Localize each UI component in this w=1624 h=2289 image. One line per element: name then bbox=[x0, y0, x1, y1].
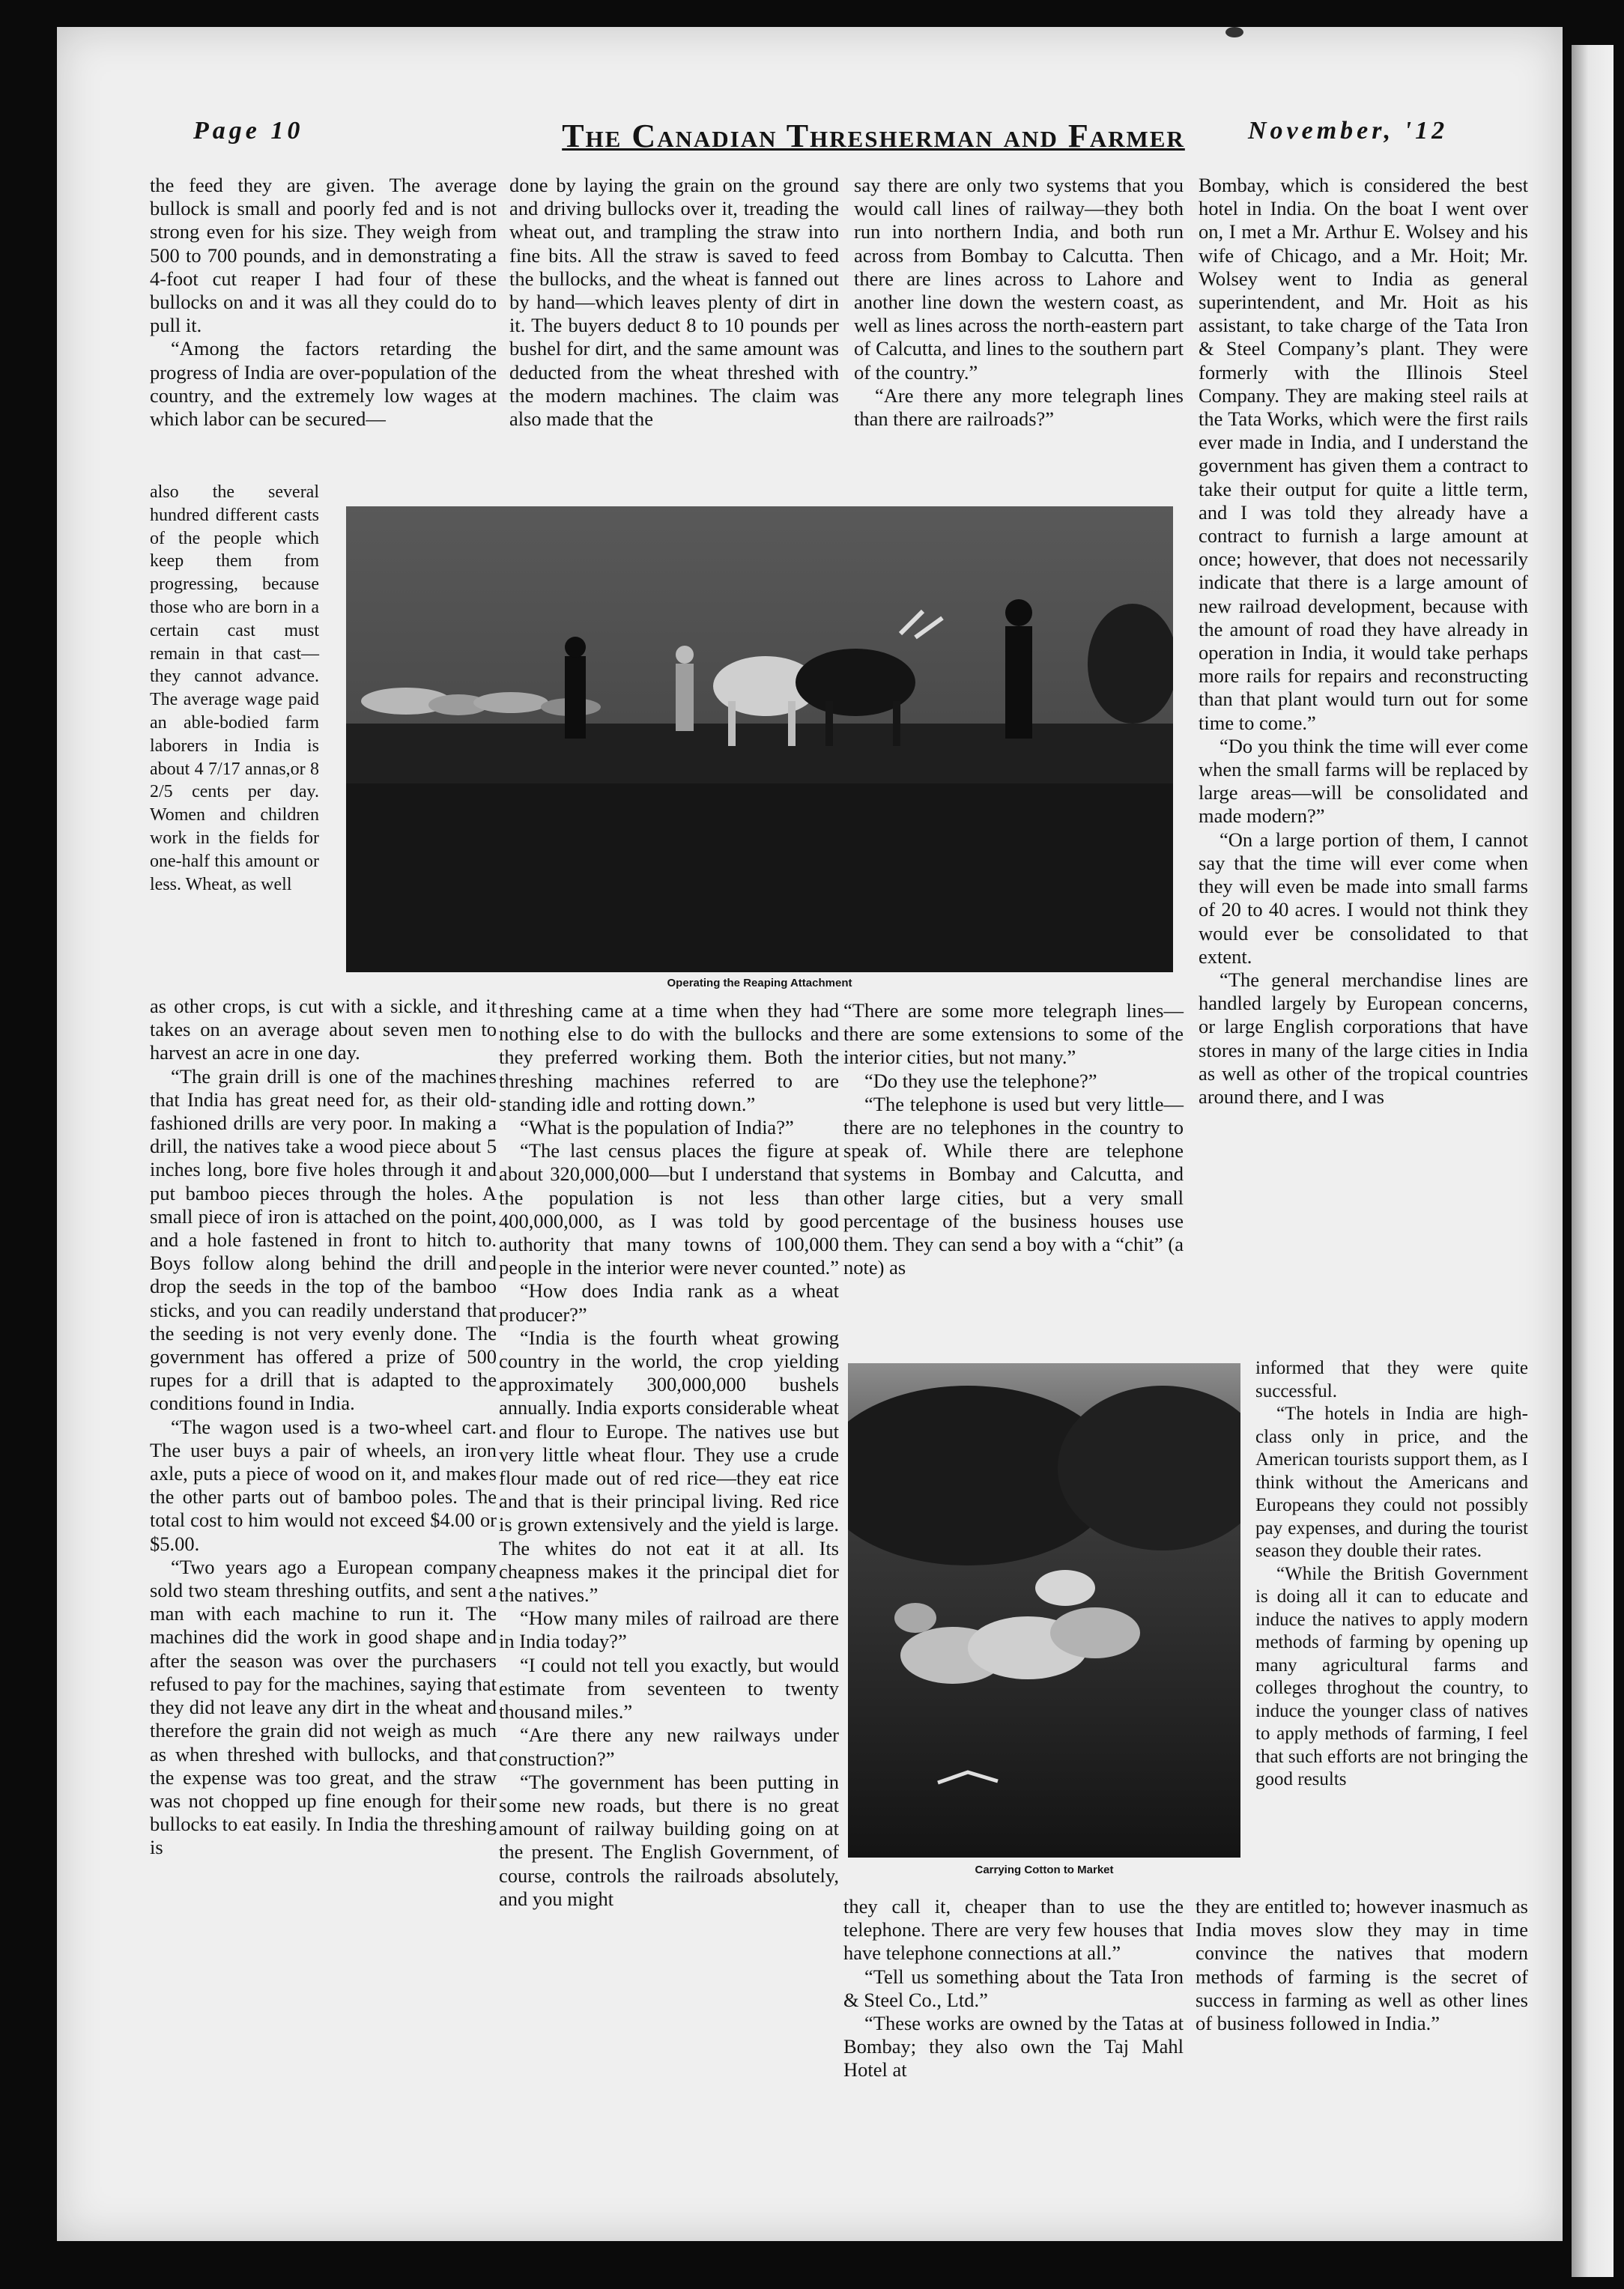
paragraph: “The wagon used is a two-wheel cart. The user buys a pair of wheels, an iron axle, puts a piece of wood on it, and makes the other parts out of bamboo poles. The total cost to him would not exceed $4.00 or $5.00. bbox=[150, 1415, 497, 1555]
paragraph: “Do you think the time will ever come when the small farms will be replaced by large areas—will be consolidated and made modern?” bbox=[1199, 734, 1528, 828]
issue-date: November, '12 bbox=[1248, 117, 1449, 145]
column-2-bottom bbox=[499, 999, 839, 1911]
paper-speck bbox=[1225, 27, 1243, 37]
cotton-photo-caption: Carrying Cotton to Market bbox=[975, 1864, 1114, 1876]
paragraph: “There are some more telegraph lines—there are some extensions to some of the interior cities, but not many.” bbox=[843, 999, 1184, 1069]
column-2-top bbox=[509, 174, 839, 431]
reaping-photo-image bbox=[346, 506, 1173, 972]
paragraph: threshing came at a time when they had nothing else to do with the bullocks and they preferred working them. Both the threshing machines referred to are standing idle and rotting down.” bbox=[499, 999, 839, 1115]
paragraph: “I could not tell you exactly, but would estimate from seventeen to twenty thousand miles.” bbox=[499, 1653, 839, 1723]
paragraph: “Are there any new railways under construction?” bbox=[499, 1723, 839, 1770]
column-3-top bbox=[854, 174, 1184, 431]
paragraph: “How does India rank as a wheat producer?” bbox=[499, 1279, 839, 1326]
paragraph: the feed they are given. The average bullock is small and poorly fed and is not strong even for his size. They weigh from 500 to 700 pounds, and in demonstrating a 4-foot cut reaper I had four of these bullocks on and it was all they could do to pull it. bbox=[150, 174, 497, 337]
column-4-top bbox=[1199, 174, 1528, 1109]
paragraph: as other crops, is cut with a sickle, and it takes on an average about seven men to harvest an acre in one day. bbox=[150, 995, 497, 1064]
paragraph: “India is the fourth wheat growing country in the world, the crop yielding approximately 300,000,000 bushels annually. India exports considerable wheat and flour to Europe. The natives use but very little wheat flour. They use a crude flour made out of red rice—they eat rice and that is their principal living. Red rice is grown extensively and the yield is large. The whites do not eat it at all. Its cheapness makes it the principal diet for the natives.” bbox=[499, 1326, 839, 1607]
paragraph: “The telephone is used but very little—there are no telephones in the country to speak of. While there are telephone systems in Bombay and Calcutta, and other large cities, but a very small percentage of the business houses use them. They can send a boy with a “chit” (a note) as bbox=[843, 1092, 1184, 1279]
adjacent-page-edge bbox=[1572, 45, 1614, 2277]
page-number: Page 10 bbox=[193, 117, 304, 145]
column-4-bottom bbox=[1196, 1895, 1528, 2035]
paragraph: “While the British Government is doing all it can to educate and induce the natives to apply modern methods of farming by opening up many agricultural farms and colleges throghout the country, to induce the younger class of natives to apply methods of farming, I feel that such efforts are not bringing the good results bbox=[1255, 1563, 1528, 1789]
paragraph: “The grain drill is one of the machines that India has great need for, as their old-fashioned drills are very poor. In making a drill, the natives take a wood piece about 5 inches long, bore five holes through it and put bamboo pieces through the holes. A small piece of iron is attached on the point, and a hole fastened in front to hitch to. Boys follow along behind the drill and drop the seeds in the top of the bamboo sticks, and you can readily understand that the seeding is not very evenly done. The government has offered a prize of 500 rupes for a drill that is adapted to the conditions found in India. bbox=[150, 1064, 497, 1415]
paragraph: they are entitled to; however inasmuch as India moves slow they may in time convince the natives that modern methods of farming is the secret of success in farming as well as other lines of business followed in India.” bbox=[1196, 1895, 1528, 2035]
paragraph: “The government has been putting in some new roads, but there is no great amount of railway building going on at the present. The English Government, of course, controls the railroads absolutely, and you might bbox=[499, 1770, 839, 1910]
newspaper-page bbox=[57, 27, 1563, 2241]
paragraph: also the several hundred different casts of the people which keep them from progressing, because those who are born in a certain cast must remain in that cast—they cannot advance. The average wage paid an able-bodied farm laborers in India is about 4 7/17 annas,or 8 2/5 cents per day. Women and children work in the fields for one-half this amount or less. Wheat, as well bbox=[150, 482, 319, 894]
reaping-photo bbox=[346, 506, 1173, 972]
paragraph: “Among the factors retarding the progress of India are over-population of the country, and the extremely low wages at which labor can be secured— bbox=[150, 337, 497, 431]
column-1-bottom bbox=[150, 995, 497, 1860]
column-3-bottom bbox=[843, 1895, 1184, 2082]
column-1-wrap bbox=[150, 481, 319, 896]
cotton-photo-image bbox=[848, 1363, 1240, 1858]
paragraph: “Do they use the telephone?” bbox=[864, 1069, 1097, 1092]
paragraph: “These works are owned by the Tatas at Bombay; they also own the Taj Mahl Hotel at bbox=[843, 2012, 1184, 2082]
paragraph: informed that they were quite successful. bbox=[1255, 1358, 1528, 1401]
cotton-photo bbox=[848, 1363, 1240, 1858]
paragraph: “The general merchandise lines are handled largely by European concerns, or large English corporations that have stores in many of the large cities in India as well as other of the tropical countries around there, and I was bbox=[1199, 968, 1528, 1108]
paragraph: they call it, cheaper than to use the telephone. There are very few houses that have telephone connections at all.” bbox=[843, 1895, 1184, 1965]
paragraph: done by laying the grain on the ground and driving bullocks over it, treading the wheat out, and trampling the straw into fine bits. All the straw is saved to feed the bullocks, and the wheat is fanned out by hand—which leaves plenty of dirt in it. The buyers deduct 8 to 10 pounds per bushel for dirt, and the same amount was deducted from the wheat threshed with the modern machines. The claim was also made that the bbox=[509, 174, 839, 431]
paragraph: “What is the population of India?” bbox=[520, 1116, 794, 1139]
reaping-photo-caption: Operating the Reaping Attachment bbox=[667, 977, 852, 989]
paragraph: “How many miles of railroad are there in India today?” bbox=[499, 1607, 839, 1653]
publication-title: The Canadian Thresherman and Farmer bbox=[562, 118, 1185, 154]
paragraph: “Two years ago a European company sold two steam threshing outfits, and sent a man with each machine to run it. The machines did the work in good shape and after the season was over the purchasers refused to pay for the machines, saying that they did not leave any dirt in the wheat and therefore the grain did not weigh as much as when threshed with bullocks, and that the expense was too great, and the straw was not chopped up fine enough for their bullocks to eat easily. In India the threshing is bbox=[150, 1555, 497, 1859]
paragraph: “The hotels in India are high-class only in price, and the American tourists support them, as I think without the Americans and Europeans they could not possibly pay expenses, and during the tourist season they double their rates. bbox=[1255, 1404, 1528, 1561]
paragraph: say there are only two systems that you would call lines of railway—they both run into northern India, and both run across from Bombay to Calcutta. Then there are lines across to Lahore and another line down the western coast, as well as lines across the north-eastern part of Calcutta, and lines to the southern part of the country.” bbox=[854, 174, 1184, 383]
paragraph: “Tell us something about the Tata Iron & Steel Co., Ltd.” bbox=[843, 1965, 1184, 2011]
paragraph: “The last census places the figure at about 320,000,000—but I understand that the population is not less than 400,000,000, as I was told by good authority that many towns of 100,000 people in the interior were never counted.” bbox=[499, 1139, 839, 1279]
paragraph: “Are there any more telegraph lines than there are railroads?” bbox=[854, 383, 1184, 431]
paragraph: “On a large portion of them, I cannot say that the time will ever come when they will even be made into small farms of 20 to 40 acres. I would not think they would ever be consolidated to that extent. bbox=[1199, 828, 1528, 968]
column-4-wrap bbox=[1255, 1357, 1528, 1792]
paragraph: Bombay, which is considered the best hotel in India. On the boat I went over on, I met a Mr. Arthur E. Wolsey and his wife of Chicago, and a Mr. Hoit; Mr. Wolsey went to India as general superintendent, and Mr. Hoit as his assistant, to take charge of the Tata Iron & Steel Company’s plant. They were formerly with the Illinois Steel Company. They are making steel rails at the Tata Works, which were the first rails ever made in India, and I understand the government has given them a contract to take their output for quite a little term, and I was told they already have a contract to furnish a large amount at once; however, that does not necessarily indicate that there is a large amount of new railroad development, because with the amount of road they have already in operation in India, it would take perhaps more rails for repairs and reconstructing than that plant would turn out for some time to come.” bbox=[1199, 174, 1528, 734]
column-1-top bbox=[150, 174, 497, 431]
column-3-middle bbox=[843, 999, 1184, 1279]
